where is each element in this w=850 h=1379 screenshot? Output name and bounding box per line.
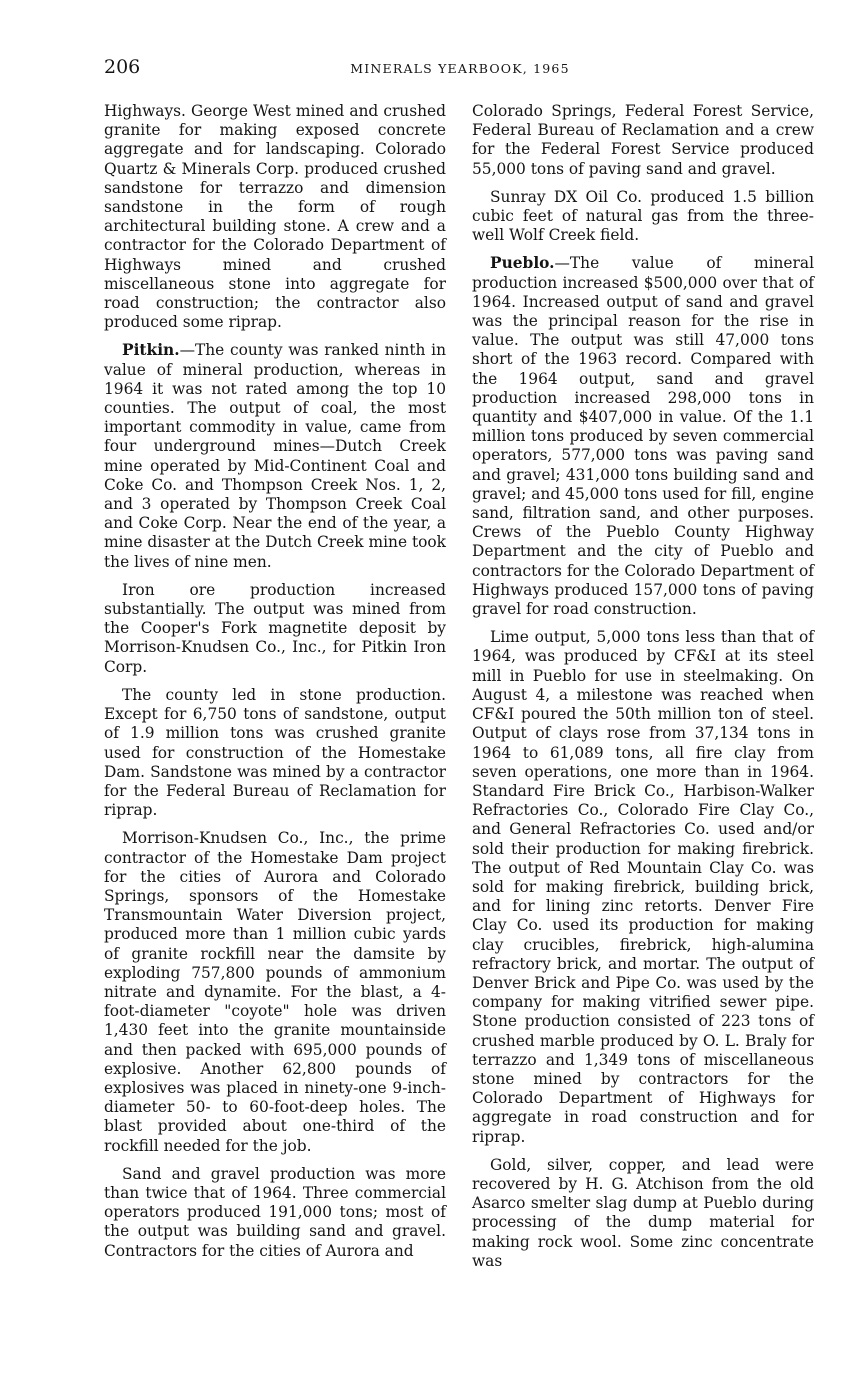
paragraph: Lime output, 5,000 tons less than that of 1964, was produced by CF&I at its steel mill in Pueblo for use in steelmaking. On August 4, a milestone was reached when CF&I poured the 50th million ton of steel. Output of clays rose from 37,134 tons in 1964 to 61,089 tons, all fire clay from seven operations, one more than in 1964. Standard Fire Brick Co., Harbison-Walker Refractories Co., Colorado Fire Clay Co., and General Refractories Co. used and/or sold their production for making firebrick. The output of Red Mountain Clay Co. was sold for making firebrick, building brick, and for lining zinc retorts. Denver Fire Clay Co. used its production for making clay crucibles, firebrick, high-alumina refractory brick, and mortar. The output of Denver Brick and Pipe Co. was used by the company for making vitrified sewer pipe. Stone production consisted of 223 tons of crushed marble produced by O. L. Braly for terrazzo and 1,349 tons of miscellaneous stone mined by contractors for the Colorado Department of Highways for aggregate in road construction and for riprap. xyxy=(472,628,814,1146)
left-column xyxy=(104,102,446,1270)
paragraph-text: —The value of mineral production increased $500,000 over that of 1964. Increased output of sand and gravel was the principal reason for the rise in value. The output was still 47,000 tons short of the 1963 record. Compared with the 1964 output, sand and gravel production increased 298,000 tons in quantity and $407,000 in value. Of the 1.1 million tons produced by seven commercial operators, 577,000 tons was paving sand and gravel; 431,000 tons building sand and gravel; and 45,000 tons used for fill, engine sand, filtration sand, and other purposes. Crews of the Pueblo County Highway Department and the city of Pueblo and contractors for the Colorado Department of Highways produced 157,000 tons of paving gravel for road construction. xyxy=(472,254,814,619)
paragraph-pitkin xyxy=(104,341,446,571)
page-number: 206 xyxy=(104,56,141,78)
paragraph: Sunray DX Oil Co. produced 1.5 billion cubic feet of natural gas from the three-well Wolf Creek field. xyxy=(472,187,814,245)
paragraph: Gold, silver, copper, and lead were recovered by H. G. Atchison from the old Asarco smelter slag dump at Pueblo during processing of the dump material for making rock wool. Some zinc concentrate was xyxy=(472,1155,814,1270)
paragraph: Highways. George West mined and crushed granite for making exposed concrete aggregate and for landscaping. Colorado Quartz & Minerals Corp. produced crushed sandstone for terrazzo and dimension sandstone in the form of rough architectural building stone. A crew and a contractor for the Colorado Department of Highways mined and crushed miscellaneous stone into aggregate for road construction; the contractor also produced some riprap. xyxy=(104,102,446,332)
right-column xyxy=(472,102,814,1280)
paragraph: Sand and gravel production was more than twice that of 1964. Three commercial operators produced 191,000 tons; most of the output was building sand and gravel. Contractors for the cities of Aurora and xyxy=(104,1164,446,1260)
paragraph-text: —The county was ranked ninth in value of mineral production, whereas in 1964 it was not rated among the top 10 counties. The output of coal, the most important commodity in value, came from four underground mines—Dutch Creek mine operated by Mid-Continent Coal and Coke Co. and Thompson Creek Nos. 1, 2, and 3 operated by Thompson Creek Coal and Coke Corp. Near the end of the year, a mine disaster at the Dutch Creek mine took the lives of nine men. xyxy=(104,341,446,571)
paragraph: The county led in stone production. Except for 6,750 tons of sandstone, output of 1.9 million tons was crushed granite used for construction of the Homestake Dam. Sandstone was mined by a contractor for the Federal Bureau of Reclamation for riprap. xyxy=(104,685,446,820)
paragraph: Colorado Springs, Federal Forest Service, Federal Bureau of Reclamation and a crew for the Federal Forest Service produced 55,000 tons of paving sand and gravel. xyxy=(472,102,814,178)
paragraph: Morrison-Knudsen Co., Inc., the prime contractor of the Homestake Dam project for the cities of Aurora and Colorado Springs, sponsors of the Homestake Transmountain Water Diversion project, produced more than 1 million cubic yards of granite rockfill near the damsite by exploding 757,800 pounds of ammonium nitrate and dynamite. For the blast, a 4-foot-diameter "coyote" hole was driven 1,430 feet into the granite mountainside and then packed with 695,000 pounds of explosive. Another 62,800 pounds of explosives was placed in ninety-one 9-inch-diameter 50- to 60-foot-deep holes. The blast provided about one-third of the rockfill needed for the job. xyxy=(104,829,446,1155)
paragraph-pueblo xyxy=(472,254,814,619)
page-header xyxy=(104,56,816,82)
section-heading-pueblo: Pueblo. xyxy=(490,254,555,273)
section-heading-pitkin: Pitkin. xyxy=(122,341,180,360)
running-title: MINERALS YEARBOOK, 1965 xyxy=(350,61,570,76)
paragraph: Iron ore production increased substantially. The output was mined from the Cooper's Fork magnetite deposit by Morrison-Knudsen Co., Inc., for Pitkin Iron Corp. xyxy=(104,580,446,676)
